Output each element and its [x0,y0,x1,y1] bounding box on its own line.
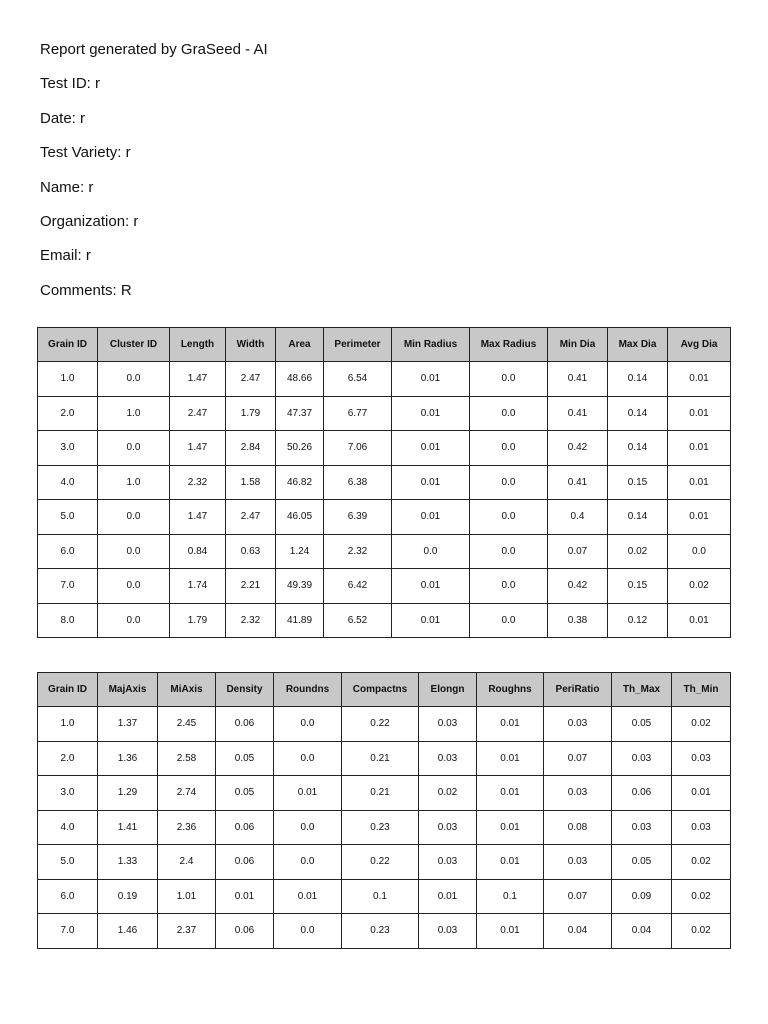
table-cell: 1.0 [38,707,98,742]
test-variety-field: Test Variety: r [40,144,131,162]
table-row [38,707,731,742]
table-cell: 0.01 [216,879,274,914]
table-cell: 1.37 [98,707,158,742]
table-row [38,741,731,776]
table-cell: 0.02 [672,879,731,914]
table-cell: 0.01 [274,776,342,811]
table-cell: 0.03 [612,741,672,776]
table-cell: 0.01 [477,707,544,742]
table-cell: 0.01 [419,879,477,914]
table-cell: 4.0 [38,810,98,845]
table-cell: 0.06 [216,707,274,742]
table-cell: 0.0 [274,845,342,880]
table-cell: 0.0 [98,431,170,466]
table-cell: 6.0 [38,534,98,569]
table-cell: 0.04 [612,914,672,949]
table-row [38,534,731,569]
table-cell: 0.03 [612,810,672,845]
table-header-row [38,328,731,362]
table-cell: 2.0 [38,741,98,776]
table-cell: 0.05 [216,741,274,776]
table-cell: 7.0 [38,914,98,949]
table-cell: 0.07 [544,879,612,914]
table-cell: 1.0 [98,465,170,500]
table-cell: 0.4 [548,500,608,535]
table-cell: 0.41 [548,362,608,397]
table-row [38,845,731,880]
table-cell: 0.01 [392,500,470,535]
column-header: Perimeter [324,328,392,362]
table-cell: 0.03 [419,741,477,776]
table-row [38,914,731,949]
table-cell: 0.0 [470,465,548,500]
table-cell: 0.02 [672,707,731,742]
column-header: Grain ID [38,673,98,707]
table-cell: 2.32 [226,603,276,638]
column-header: Length [170,328,226,362]
table-row [38,396,731,431]
table-cell: 0.0 [470,500,548,535]
column-header: MiAxis [158,673,216,707]
table-cell: 0.02 [419,776,477,811]
table-cell: 6.52 [324,603,392,638]
table-cell: 0.06 [216,914,274,949]
column-header: MajAxis [98,673,158,707]
table-cell: 0.15 [608,465,668,500]
report-heading: Report generated by GraSeed - AI [40,41,268,58]
table-cell: 46.82 [276,465,324,500]
table-cell: 0.01 [392,603,470,638]
table-cell: 0.01 [477,845,544,880]
table-cell: 1.47 [170,500,226,535]
table-cell: 0.06 [612,776,672,811]
table-cell: 0.03 [544,845,612,880]
table-cell: 0.07 [544,741,612,776]
table-cell: 0.01 [668,603,731,638]
table-cell: 2.47 [226,362,276,397]
table-cell: 0.1 [342,879,419,914]
table-cell: 0.0 [274,707,342,742]
table-row [38,776,731,811]
table-cell: 1.79 [170,603,226,638]
table-cell: 2.45 [158,707,216,742]
table-cell: 0.09 [612,879,672,914]
table-cell: 1.47 [170,431,226,466]
table-cell: 0.01 [274,879,342,914]
table-cell: 3.0 [38,431,98,466]
email-field: Email: r [40,247,91,265]
table-cell: 0.01 [668,465,731,500]
table-cell: 0.41 [548,465,608,500]
table-cell: 0.01 [477,741,544,776]
column-header: Width [226,328,276,362]
table-cell: 0.06 [216,810,274,845]
table-cell: 5.0 [38,500,98,535]
table-cell: 0.22 [342,845,419,880]
table-cell: 0.0 [470,396,548,431]
grain-dimensions-table [37,327,731,638]
table-row [38,431,731,466]
test-id-field: Test ID: r [40,75,101,93]
table-cell: 1.24 [276,534,324,569]
table-cell: 0.05 [612,707,672,742]
table-cell: 0.01 [477,810,544,845]
table-cell: 0.03 [419,845,477,880]
table-cell: 0.84 [170,534,226,569]
table-cell: 0.0 [98,362,170,397]
report-metadata [40,38,268,313]
table-cell: 0.0 [392,534,470,569]
table-cell: 0.01 [477,776,544,811]
table-cell: 0.41 [548,396,608,431]
table-cell: 0.0 [98,603,170,638]
column-header: Max Radius [470,328,548,362]
table-cell: 0.14 [608,396,668,431]
table-cell: 0.01 [668,431,731,466]
table-cell: 48.66 [276,362,324,397]
table-cell: 0.12 [608,603,668,638]
table-cell: 2.36 [158,810,216,845]
table-cell: 1.79 [226,396,276,431]
grain-shape-table [37,672,731,949]
table-cell: 5.0 [38,845,98,880]
table-cell: 1.47 [170,362,226,397]
table-cell: 0.0 [274,810,342,845]
table-cell: 6.42 [324,569,392,604]
table-row [38,810,731,845]
table-cell: 0.1 [477,879,544,914]
column-header: Area [276,328,324,362]
table-cell: 47.37 [276,396,324,431]
table-cell: 46.05 [276,500,324,535]
organization-field: Organization: r [40,212,139,230]
table-cell: 0.15 [608,569,668,604]
table-cell: 0.0 [470,569,548,604]
table-cell: 0.03 [544,776,612,811]
table-cell: 0.21 [342,741,419,776]
column-header: Density [216,673,274,707]
table-row [38,500,731,535]
table-cell: 2.0 [38,396,98,431]
table-cell: 0.0 [470,534,548,569]
table-cell: 0.01 [392,465,470,500]
table-cell: 0.03 [544,707,612,742]
table-cell: 0.0 [668,534,731,569]
table-cell: 2.47 [226,500,276,535]
table-cell: 0.42 [548,569,608,604]
column-header: Elongn [419,673,477,707]
table-cell: 0.19 [98,879,158,914]
table-cell: 0.14 [608,431,668,466]
table-cell: 0.42 [548,431,608,466]
table-header-row [38,673,731,707]
comments-field: Comments: R [40,281,132,299]
table-cell: 6.54 [324,362,392,397]
table-cell: 2.32 [324,534,392,569]
table-cell: 2.74 [158,776,216,811]
table-cell: 0.63 [226,534,276,569]
column-header: Compactns [342,673,419,707]
table-cell: 2.21 [226,569,276,604]
column-header: Min Radius [392,328,470,362]
table-cell: 1.41 [98,810,158,845]
table-cell: 50.26 [276,431,324,466]
date-field: Date: r [40,109,86,127]
table-cell: 1.0 [98,396,170,431]
table-cell: 0.01 [392,362,470,397]
table-cell: 0.01 [668,396,731,431]
table-cell: 1.74 [170,569,226,604]
table-cell: 4.0 [38,465,98,500]
table-cell: 0.03 [672,741,731,776]
table-cell: 0.03 [672,810,731,845]
table-cell: 6.0 [38,879,98,914]
table-cell: 2.84 [226,431,276,466]
column-header: Th_Min [672,673,731,707]
table-cell: 0.23 [342,914,419,949]
table-cell: 0.38 [548,603,608,638]
table-cell: 3.0 [38,776,98,811]
table-cell: 2.58 [158,741,216,776]
table-cell: 0.01 [668,362,731,397]
table-cell: 2.4 [158,845,216,880]
table-row [38,362,731,397]
table-cell: 0.0 [274,914,342,949]
table-cell: 6.77 [324,396,392,431]
column-header: Roughns [477,673,544,707]
table-cell: 0.0 [98,569,170,604]
table-row [38,465,731,500]
table-cell: 0.01 [672,776,731,811]
table-cell: 0.05 [216,776,274,811]
column-header: Min Dia [548,328,608,362]
table-cell: 6.39 [324,500,392,535]
table-cell: 7.06 [324,431,392,466]
table-row [38,569,731,604]
table-cell: 0.02 [608,534,668,569]
table-cell: 0.0 [98,500,170,535]
table-cell: 0.03 [419,914,477,949]
table-cell: 0.01 [668,500,731,535]
table-row [38,879,731,914]
table-cell: 1.33 [98,845,158,880]
table-cell: 0.02 [672,914,731,949]
table-cell: 0.0 [470,431,548,466]
table-cell: 0.03 [419,707,477,742]
table-cell: 2.37 [158,914,216,949]
table-cell: 0.22 [342,707,419,742]
column-header: Avg Dia [668,328,731,362]
table-cell: 0.0 [98,534,170,569]
table-cell: 1.46 [98,914,158,949]
name-field: Name: r [40,178,94,196]
table-cell: 2.47 [170,396,226,431]
table-cell: 1.58 [226,465,276,500]
column-header: Cluster ID [98,328,170,362]
table-cell: 0.23 [342,810,419,845]
table-cell: 49.39 [276,569,324,604]
table-body [38,707,731,949]
table-cell: 1.0 [38,362,98,397]
column-header: Roundns [274,673,342,707]
table-cell: 0.02 [668,569,731,604]
table-cell: 0.14 [608,362,668,397]
table-body [38,362,731,638]
table-cell: 1.29 [98,776,158,811]
table-cell: 0.0 [470,362,548,397]
table-cell: 41.89 [276,603,324,638]
table-cell: 6.38 [324,465,392,500]
table-cell: 0.06 [216,845,274,880]
table-cell: 0.01 [477,914,544,949]
table-cell: 0.02 [672,845,731,880]
table-cell: 0.04 [544,914,612,949]
table-cell: 2.32 [170,465,226,500]
table-row [38,603,731,638]
table-cell: 0.03 [419,810,477,845]
table-cell: 0.07 [548,534,608,569]
table-cell: 0.01 [392,431,470,466]
table-cell: 0.0 [274,741,342,776]
column-header: Grain ID [38,328,98,362]
table-cell: 0.05 [612,845,672,880]
column-header: Th_Max [612,673,672,707]
table-cell: 0.14 [608,500,668,535]
table-cell: 0.01 [392,569,470,604]
table-cell: 0.0 [470,603,548,638]
table-cell: 0.08 [544,810,612,845]
table-cell: 0.01 [392,396,470,431]
column-header: PeriRatio [544,673,612,707]
table-cell: 8.0 [38,603,98,638]
table-cell: 1.01 [158,879,216,914]
table-cell: 7.0 [38,569,98,604]
column-header: Max Dia [608,328,668,362]
table-cell: 0.21 [342,776,419,811]
table-cell: 1.36 [98,741,158,776]
